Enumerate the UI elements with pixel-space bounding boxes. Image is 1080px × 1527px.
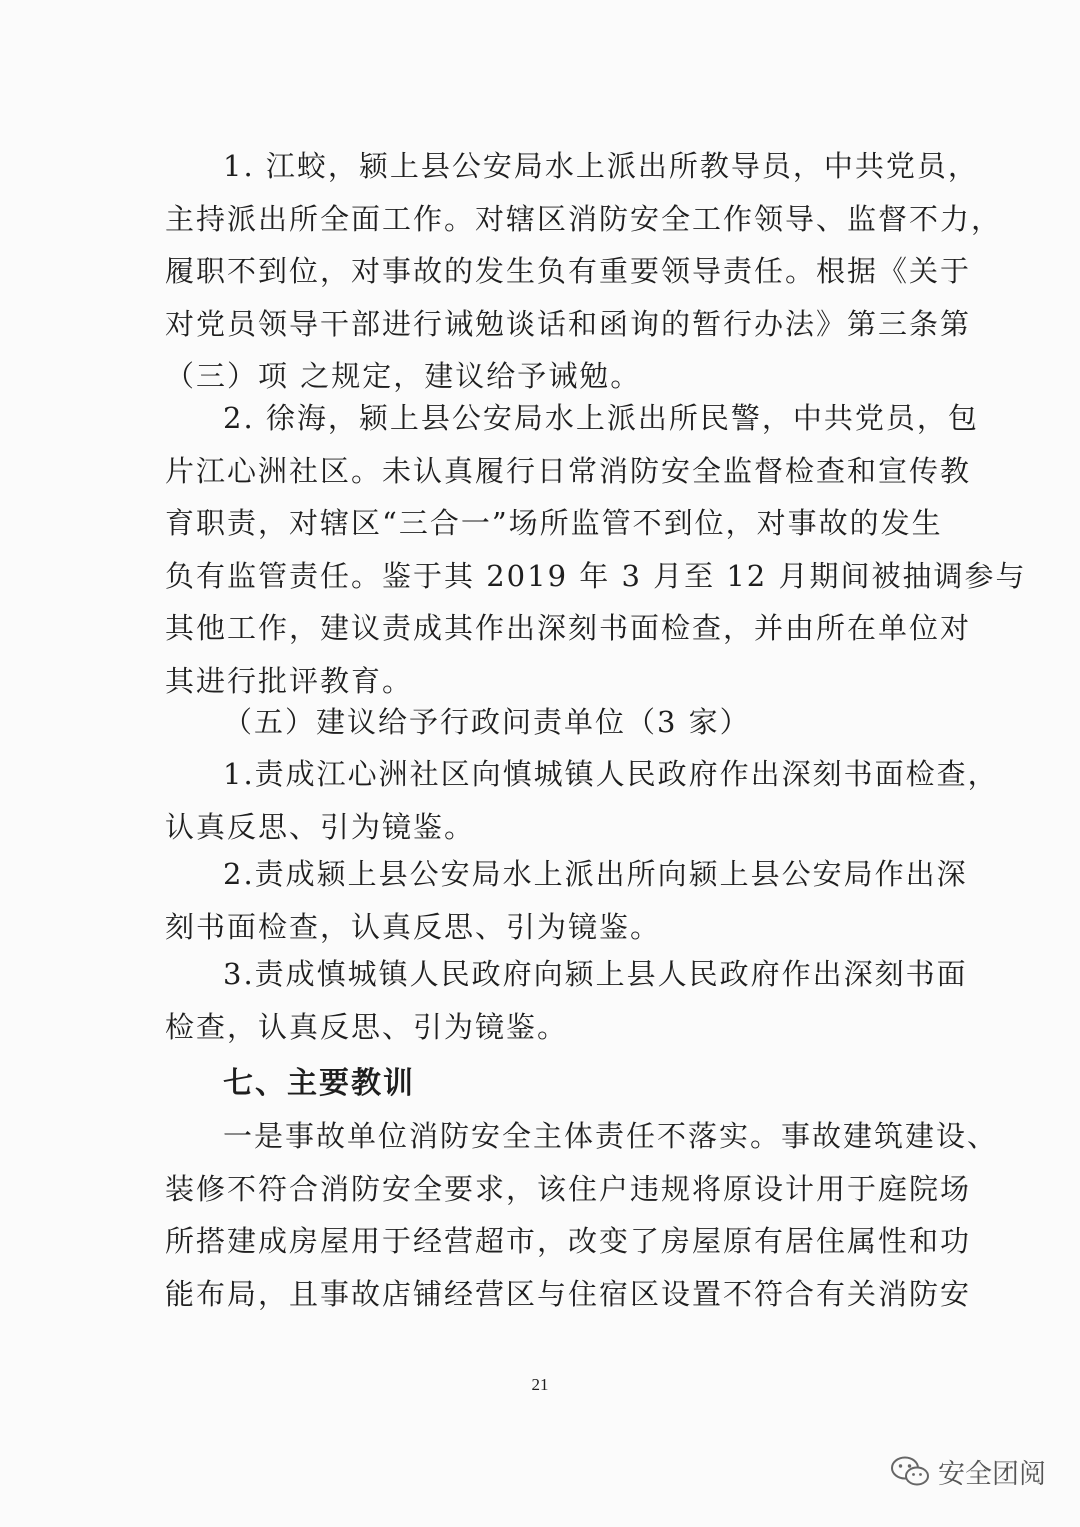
watermark	[890, 1452, 1046, 1491]
text-line: （三）项 之规定，建议给予诫勉。	[165, 359, 642, 393]
paragraph-lesson	[165, 1110, 999, 1320]
paragraph-item-3	[165, 948, 968, 1053]
text-line: 其进行批评教育。	[165, 663, 414, 698]
text-line: 所搭建成房屋用于经营超市，改变了房屋原有居住属性和功	[165, 1224, 972, 1258]
section-heading: 七、主要教训	[223, 1066, 415, 1101]
watermark-text: 安全团阅	[938, 1459, 1046, 1490]
text-line: 3.责成慎城镇人民政府向颍上县人民政府作出深刻书面	[223, 957, 968, 991]
text-line: 检查，认真反思、引为镜鉴。	[165, 1009, 569, 1044]
text-line: 2.责成颍上县公安局水上派出所向颍上县公安局作出深	[223, 857, 968, 891]
text-line: 1. 江蛟，颍上县公安局水上派出所教导员，中共党员，	[223, 149, 979, 183]
text-line: 一是事故单位消防安全主体责任不落实。事故建筑建设、	[223, 1119, 999, 1153]
text-line: 履职不到位，对事故的发生负有重要领导责任。根据《关于	[165, 254, 972, 288]
text-line: 装修不符合消防安全要求，该住户违规将原设计用于庭院场	[165, 1171, 972, 1206]
text-line: 2. 徐海，颍上县公安局水上派出所民警，中共党员，包	[223, 401, 979, 435]
text-line: 1.责成江心洲社区向慎城镇人民政府作出深刻书面检查，	[223, 757, 999, 791]
text-line: 认真反思、引为镜鉴。	[165, 809, 476, 844]
wechat-icon	[890, 1455, 930, 1489]
text-line: 对党员领导干部进行诫勉谈话和函询的暂行办法》第三条第	[165, 306, 972, 341]
paragraph-item-2	[165, 848, 968, 953]
paragraph-jiang-jiao	[165, 140, 1003, 403]
text-line: （五）建议给予行政问责单位（3 家）	[223, 705, 751, 739]
text-line: 其他工作，建议责成其作出深刻书面检查，并由所在单位对	[165, 611, 972, 645]
text-line: 能布局，且事故店铺经营区与住宿区设置不符合有关消防安	[165, 1276, 972, 1311]
page-number: 21	[531, 1375, 549, 1394]
text-line: 育职责，对辖区“三合一”场所监管不到位，对事故的发生	[165, 506, 943, 540]
text-line: 刻书面检查，认真反思、引为镜鉴。	[165, 909, 662, 944]
text-line: 片江心洲社区。未认真履行日常消防安全监督检查和宣传教	[165, 453, 972, 488]
paragraph-item-1	[165, 748, 999, 853]
paragraph-xu-hai	[165, 392, 1027, 707]
text-line: 主持派出所全面工作。对辖区消防安全工作领导、监督不力，	[165, 201, 1003, 236]
subsection-title	[165, 696, 925, 749]
text-line: 负有监管责任。鉴于其 2019 年 3 月至 12 月期间被抽调参与	[165, 558, 1027, 593]
